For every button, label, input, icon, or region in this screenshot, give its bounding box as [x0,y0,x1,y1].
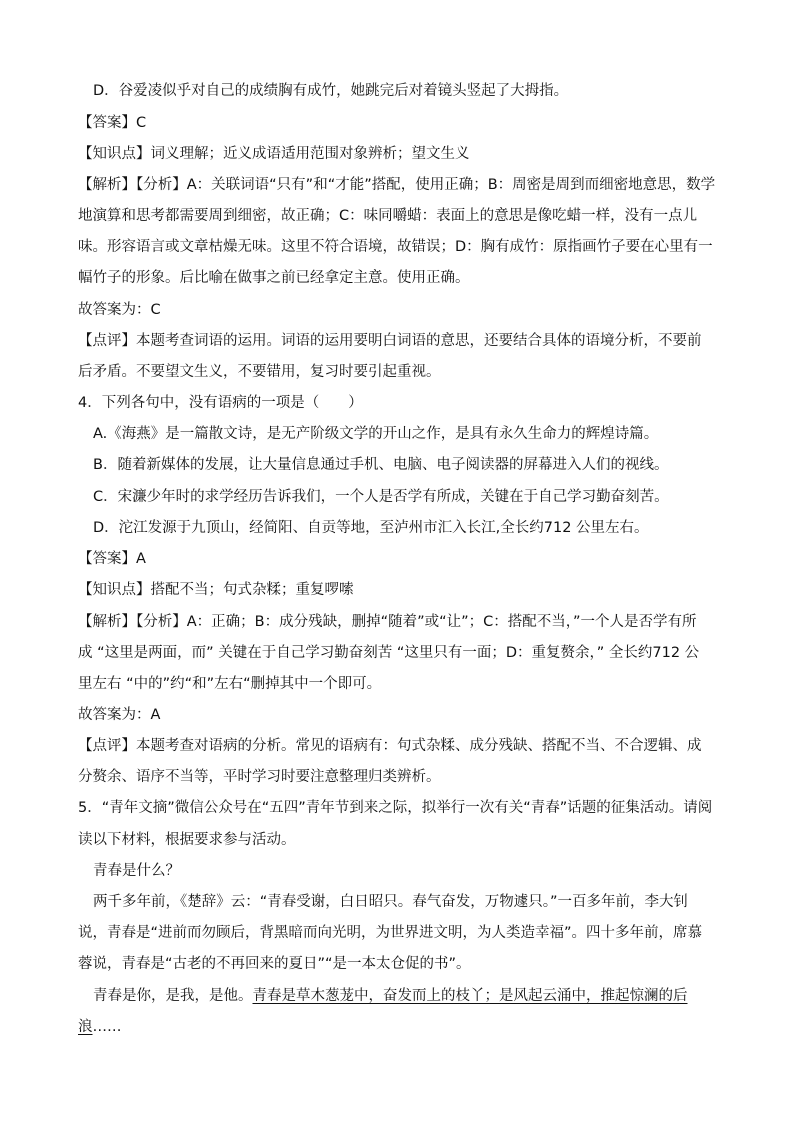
q3-analysis-line: 地演算和思考都需要周到细密，故正确；C：味同嚼蜡：表面上的意思是像吃蜡一样，没有一点儿 [78,208,698,224]
q5-para2-plain: 青春是你，是我，是他。 [93,988,253,1004]
q4-comment-line: 分赘余、语序不当等，平时学习时要注意整理归类辨析。 [78,769,441,785]
q3-final-answer: 故答案为：C [78,302,161,318]
q3-option-d: D．谷爱凌似乎对自己的成绩胸有成竹，她跳完后对着镜头竖起了大拇指。 [93,83,569,99]
q3-answer: 【答案】C [78,115,147,131]
q4-option-d: D．沱江发源于九顶山，经简阳、自贡等地，至泸州市汇入长江,全长约712 公里左右。 [93,520,649,536]
q4-comment-line: 【点评】本题考查对语病的分析。常见的语病有：句式杂糅、成分残缺、搭配不当、不合逻辑、成 [78,738,702,754]
q5-stem-line: 5．“青年文摘”微信公众号在“五四”青年节到来之际，拟举行一次有关“青春”话题的征集活动。请阅 [78,800,713,816]
q5-material-title: 青春是什么？ [93,863,180,879]
q4-option-c: C．宋濂少年时的求学经历告诉我们，一个人是否学有所成，关键在于自己学习勤奋刻苦。 [93,489,669,505]
q4-answer: 【答案】A [78,551,146,567]
q5-material-line: 两千多年前，《楚辞》云：“青春受谢，白日昭只。春气奋发，万物遽只。”一百多年前，李大钊 [93,894,689,910]
q3-analysis-line: 味。形容语言或文章枯燥无味。这里不符合语境，故错误；D：胸有成竹：原指画竹子要在心里有一 [78,239,713,255]
q5-para2-underlined-end: 浪 [78,1019,93,1035]
q3-analysis-line: 幅竹子的形象。后比喻在做事之前已经拿定主意。使用正确。 [78,270,470,286]
q5-material-line: 蓉说，青春是“古老的不再回来的夏日”“是一本太仓促的书”。 [78,956,471,972]
q4-analysis-line: 成 “这里是两面，而” 关键在于自己学习勤奋刻苦 “这里只有一面；D：重复赘余，” 全长约712 公 [78,645,700,661]
q5-material-line [78,1017,122,1037]
q4-option-a: A.《海燕》是一篇散文诗，是无产阶级文学的开山之作，是具有永久生命力的辉煌诗篇。 [93,426,659,442]
q5-para2-underlined: 青春是草木葱茏中，奋发而上的枝丫；是风起云涌中，推起惊澜的后 [252,988,688,1004]
q5-stem-line: 读以下材料，根据要求参与活动。 [78,832,296,848]
q5-para2-ellipsis: …… [92,1019,122,1035]
q4-analysis-line: 里左右 “中的”约“和”左右“删掉其中一个即可。 [78,676,382,692]
q3-analysis-line: 【解析】【分析】A：关联词语“只有”和“才能”搭配，使用正确；B：周密是周到而细密地意思，数学 [78,177,716,193]
q5-material-line [93,986,688,1006]
q4-option-b: B．随着新媒体的发展，让大量信息通过手机、电脑、电子阅读器的屏幕进入人们的视线。 [93,457,669,473]
q4-knowledge-points: 【知识点】搭配不当；句式杂糅；重复啰嗦 [78,582,354,598]
q4-final-answer: 故答案为：A [78,707,161,723]
q4-stem: 4．下列各句中，没有语病的一项是（ ） [78,395,363,411]
q3-knowledge-points: 【知识点】词义理解；近义成语适用范围对象辨析；望文生义 [78,146,470,162]
q4-analysis-line: 【解析】【分析】A：正确；B：成分残缺，删掉“随着”或“让”；C：搭配不当，”一个人是否学有所 [78,614,697,630]
q5-material-line: 说，青春是“进前而勿顾后，背黑暗而向光明，为世界进文明，为人类造幸福”。四十多年前，席慕 [78,925,703,941]
q3-comment-line: 【点评】本题考查词语的运用。词语的运用要明白词语的意思，还要结合具体的语境分析，不要前 [78,333,702,349]
q3-comment-line: 后矛盾。不要望文生义，不要错用，复习时要引起重视。 [78,364,441,380]
